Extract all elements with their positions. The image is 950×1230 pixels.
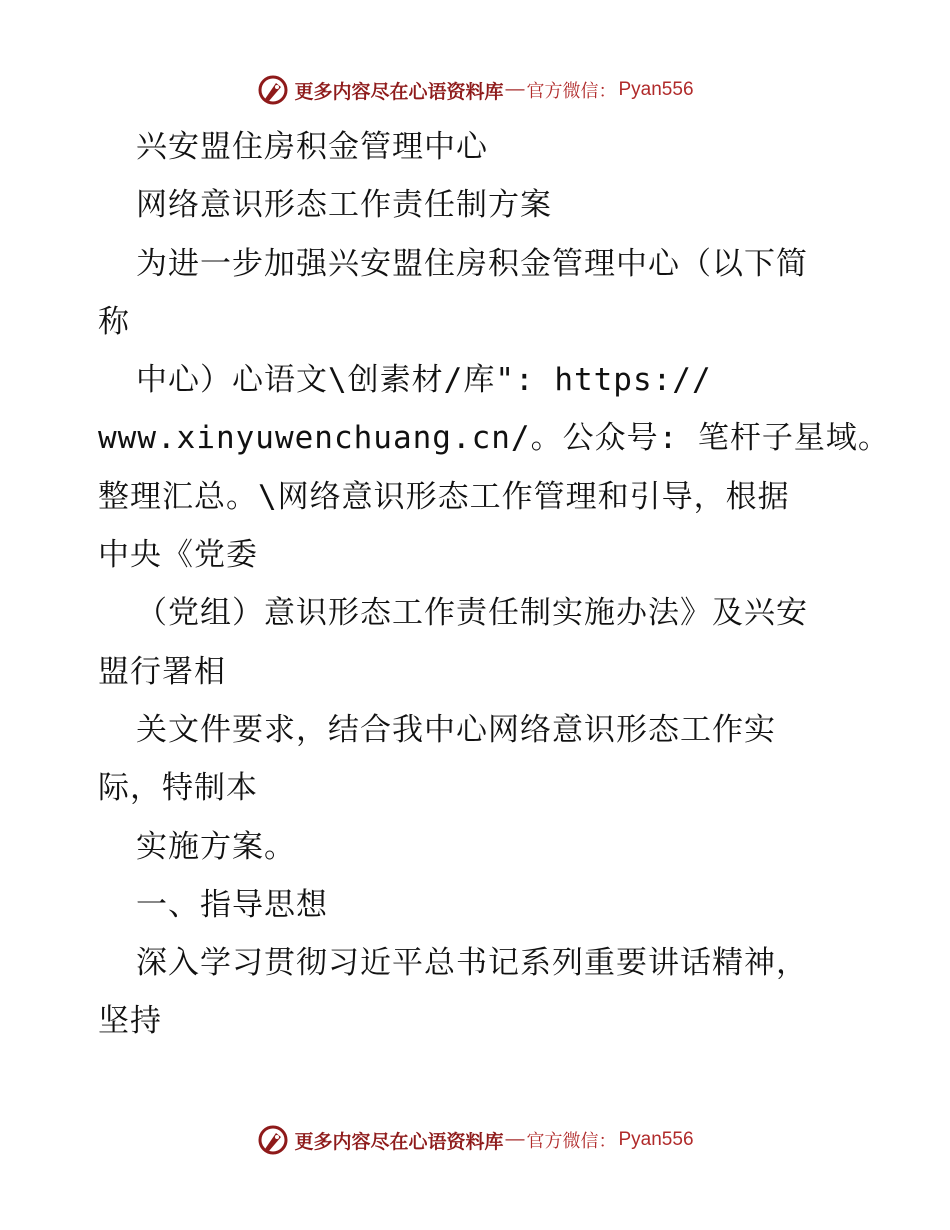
watermark-label: 官方微信： bbox=[526, 1131, 617, 1152]
document-line: 坚持 bbox=[98, 1003, 162, 1040]
watermark-separator: — bbox=[505, 1129, 525, 1150]
document-line: （党组）意识形态工作责任制实施办法》及兴安 bbox=[136, 595, 808, 632]
document-line: 整理汇总。\网络意识形态工作管理和引导，根据 bbox=[98, 478, 790, 515]
watermark-wechat-id: Pyan556 bbox=[618, 1129, 694, 1150]
watermark-banner-top bbox=[0, 70, 950, 110]
document-line: 网络意识形态工作责任制方案 bbox=[136, 187, 552, 224]
watermark-label: 官方微信： bbox=[526, 81, 617, 102]
document-line: 际，特制本 bbox=[98, 770, 258, 807]
document-line: 关文件要求，结合我中心网络意识形态工作实 bbox=[136, 711, 776, 748]
document-body bbox=[98, 118, 890, 1051]
watermark-banner-bottom bbox=[0, 1120, 950, 1160]
document-line: 为进一步加强兴安盟住房积金管理中心（以下简 bbox=[136, 245, 808, 282]
document-line: 称 bbox=[98, 303, 130, 340]
document-line: 中心）心语文\创素材/库": https:// bbox=[136, 362, 712, 399]
pen-nib-logo-icon bbox=[256, 1123, 290, 1157]
document-line: 实施方案。 bbox=[136, 828, 296, 865]
watermark-brand: 更多内容尽在心语资料库 bbox=[294, 80, 504, 103]
watermark-brand: 更多内容尽在心语资料库 bbox=[294, 1130, 504, 1153]
watermark-separator: — bbox=[505, 79, 525, 100]
document-line: 深入学习贯彻习近平总书记系列重要讲话精神， bbox=[136, 945, 808, 982]
document-line: 兴安盟住房积金管理中心 bbox=[136, 129, 488, 165]
pen-nib-logo-icon bbox=[256, 73, 290, 107]
document-line: www.xinyuwenchuang.cn/。公众号: 笔杆子星域。 bbox=[98, 420, 890, 457]
document-line: 盟行署相 bbox=[98, 653, 226, 690]
document-line: 中央《党委 bbox=[98, 537, 258, 574]
watermark-wechat-id: Pyan556 bbox=[618, 79, 694, 100]
document-line: 一、指导思想 bbox=[136, 886, 328, 923]
